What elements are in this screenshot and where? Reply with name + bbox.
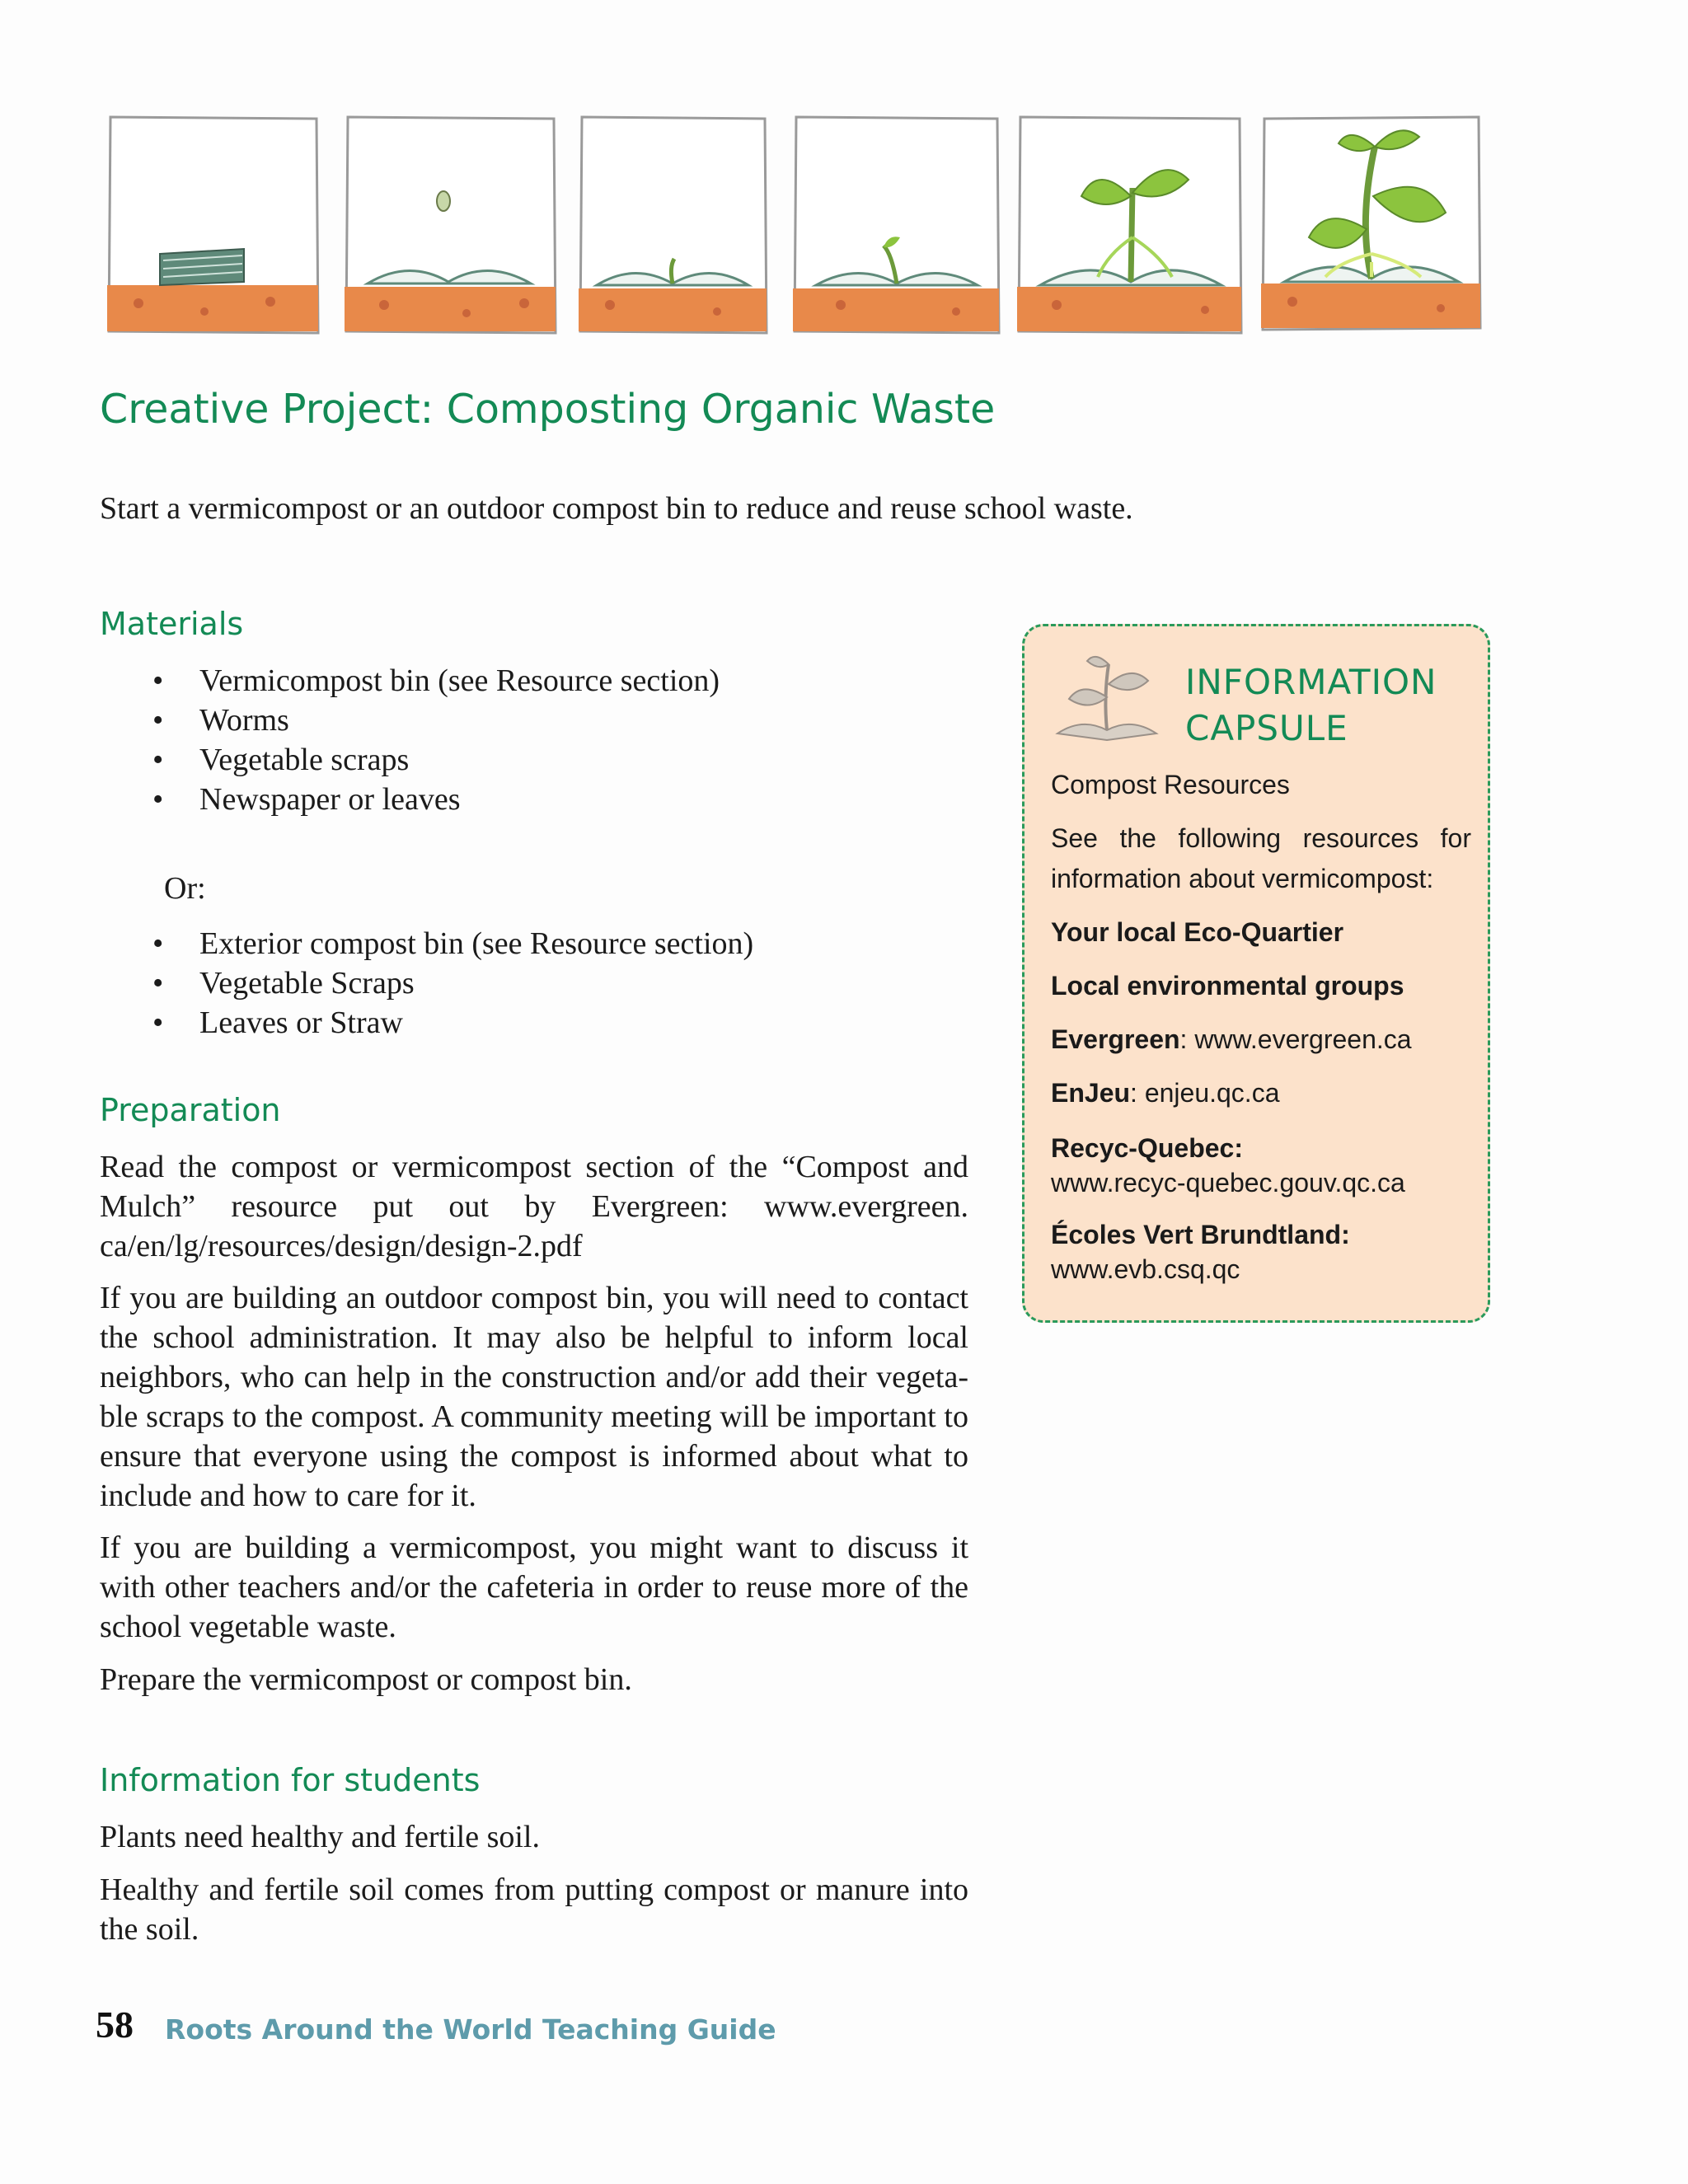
frame-closed-book xyxy=(106,114,321,336)
list-item: • Newspaper or leaves xyxy=(152,780,720,819)
list-item: • Vermicompost bin (see Resource section) xyxy=(152,661,720,701)
page-title: Creative Project: Composting Organic Waste xyxy=(100,386,996,433)
growth-illustration-strip xyxy=(106,114,1484,336)
list-item: • Leaves or Straw xyxy=(152,1003,753,1043)
resource-recyc-quebec: Recyc-Quebec: www.recyc-quebec.gouv.qc.ca xyxy=(1051,1133,1405,1197)
preparation-paragraph-2: If you are building an outdoor compost bin, you will need to contact the school administration. It may also be helpful to inform local neighbors, who can help in the construction and/or add their vegeta- ble scraps to the compost. A community meeting will be important to ensure that everyone using the compost is informed about what to include and how to care for it. xyxy=(100,1281,968,1513)
alternative-materials-list xyxy=(152,924,753,1043)
capsule-intro: See the following resources for information about vermicompost: xyxy=(1051,823,1471,893)
capsule-title: INFORMATION CAPSULE xyxy=(1185,662,1437,748)
preparation-paragraph-3: If you are building a vermicompost, you might want to discuss it with other teachers and/or the cafeteria in order to reuse more of the school vegetable waste. xyxy=(100,1530,968,1644)
list-item: • Exterior compost bin (see Resource section) xyxy=(152,924,753,963)
resource-enjeu: EnJeu: enjeu.qc.ca xyxy=(1051,1078,1280,1108)
or-label: Or: xyxy=(164,871,206,906)
frame-grown-plant xyxy=(1259,114,1484,336)
frame-small-sprout xyxy=(791,114,1002,336)
list-item: • Vegetable scraps xyxy=(152,740,720,780)
preparation-paragraph-4: Prepare the vermicompost or compost bin. xyxy=(100,1662,632,1697)
book-sprout-icon xyxy=(1049,648,1165,747)
running-title: Roots Around the World Teaching Guide xyxy=(165,2013,776,2046)
list-item: • Vegetable Scraps xyxy=(152,963,753,1003)
students-heading: Information for students xyxy=(100,1762,481,1798)
list-item: • Worms xyxy=(152,701,720,740)
intro-text: Start a vermicompost or an outdoor compost bin to reduce and reuse school waste. xyxy=(100,491,1133,526)
resource-ecoles-vert-brundtland: Écoles Vert Brundtland: www.evb.csq.qc xyxy=(1051,1220,1350,1284)
materials-list xyxy=(152,661,720,819)
information-capsule xyxy=(1022,624,1490,1323)
page-number: 58 xyxy=(96,2004,134,2046)
capsule-subtitle: Compost Resources xyxy=(1051,770,1290,799)
materials-heading: Materials xyxy=(100,606,244,642)
resource-eco-quartier: Your local Eco-Quartier xyxy=(1051,917,1344,947)
preparation-heading: Preparation xyxy=(100,1092,281,1128)
students-paragraph-2: Healthy and fertile soil comes from putting compost or manure into the soil. xyxy=(100,1872,968,1947)
preparation-paragraph-1: Read the compost or vermicompost section of the “Compost and Mulch” resource put out by Evergreen: www.evergreen. ca/en/lg/resources/design/design-2.pdf xyxy=(100,1150,968,1263)
resource-environmental-groups: Local environmental groups xyxy=(1051,971,1404,1001)
students-paragraph-1: Plants need healthy and fertile soil. xyxy=(100,1820,540,1854)
frame-young-plant xyxy=(1015,114,1245,336)
resource-evergreen: Evergreen: www.evergreen.ca xyxy=(1051,1024,1412,1054)
frame-open-book-seed xyxy=(343,114,559,336)
frame-sprout-emerging xyxy=(577,114,770,336)
